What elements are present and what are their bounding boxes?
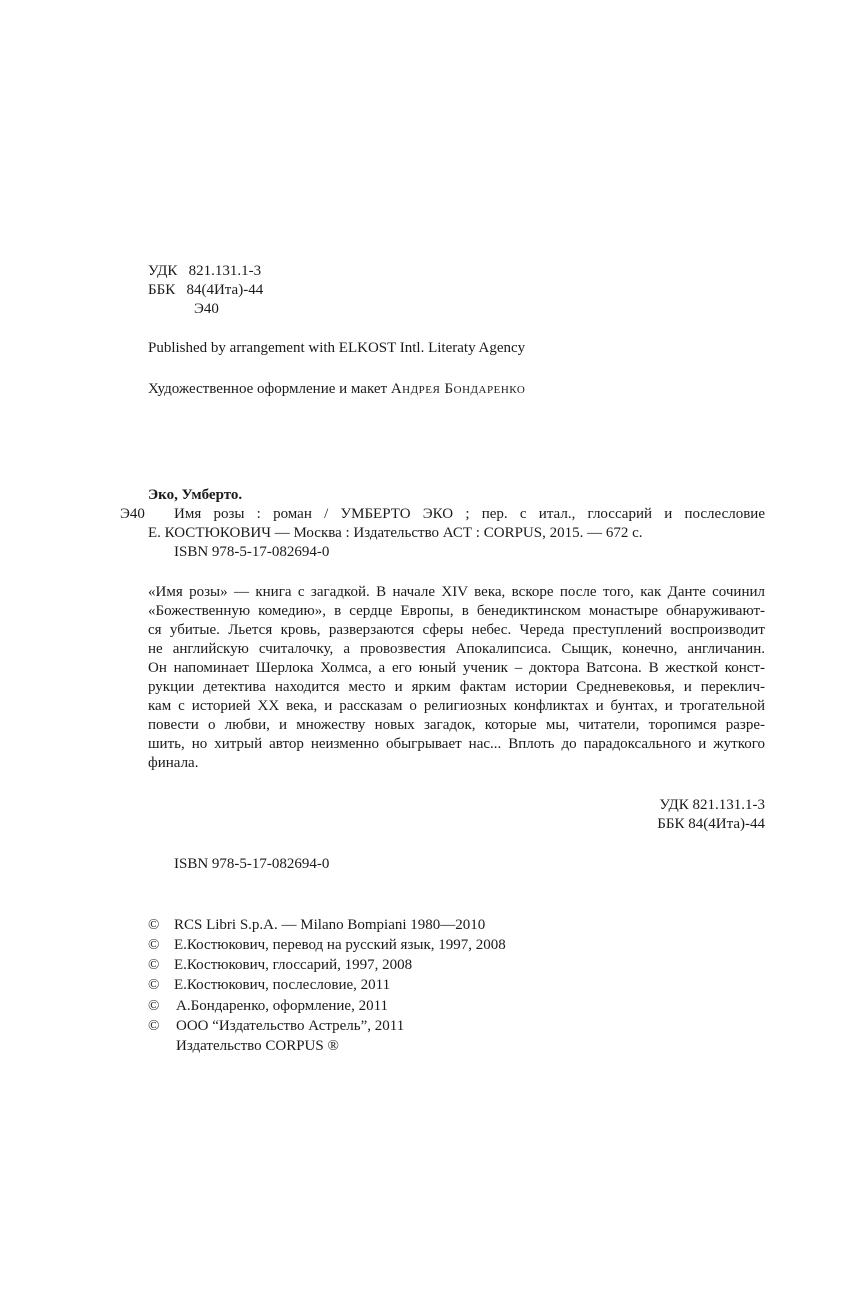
copyright-symbol: ©	[148, 998, 160, 1014]
copyright-line: ООО “Издательство Астрель”, 2011	[176, 1018, 405, 1034]
copyright-line: Е.Костюкович, перевод на русский язык, 1997, 2008	[174, 937, 506, 953]
annotation-line: «Божественную комедию», в сердце Европы, в бенедиктинском монастыре обнаруживают-	[148, 603, 765, 619]
design-credit-name: Андрея Бондаренко	[390, 381, 526, 397]
arrangement-note: Published by arrangement with ELKOST Intl. Literaty Agency	[148, 340, 526, 356]
annotation-line: «Имя розы» — книга с загадкой. В начале XIV века, вскоре после того, как Данте сочинил	[148, 584, 765, 600]
copyright-line: RCS Libri S.p.A. — Milano Bompiani 1980—2010	[174, 917, 486, 933]
annotation-line: повести о любви, и множеству новых загадок, которые мы, читатели, торопимся разре-	[148, 717, 765, 733]
copyright-symbol: ©	[148, 1018, 160, 1034]
publisher-line: Издательство CORPUS ®	[176, 1038, 339, 1054]
annotation-line: не английскую считалочку, а провозвестия Апокалипсиса. Сыщик, конечно, англичанин.	[148, 641, 765, 657]
annotation-line: кам с историей XX века, и рассказам о религиозных конфликтах и бунтах, и трогательной	[148, 698, 765, 714]
catalog-author: Эко, Умберто.	[148, 487, 243, 503]
catalog-mark: Э40	[120, 506, 145, 522]
bbk-code: ББК 84(4Ита)-44	[148, 282, 264, 298]
annotation-line: ся убитые. Льется кровь, разверзаются сферы небес. Череда преступлений воспроизводит	[148, 622, 765, 638]
catalog-imprint-line: Е. КОСТЮКОВИЧ — Москва : Издательство АСТ : CORPUS, 2015. — 672 с.	[148, 525, 643, 541]
copyright-line: Е.Костюкович, глоссарий, 1997, 2008	[174, 957, 413, 973]
copyright-symbol: ©	[148, 977, 160, 993]
copyright-symbol: ©	[148, 917, 160, 933]
annotation-line: финала.	[148, 755, 199, 771]
copyright-line: А.Бондаренко, оформление, 2011	[176, 998, 389, 1014]
annotation-line: шить, но хитрый автор неизменно обыгрывает нас... Вплоть до парадоксального и жуткого	[148, 736, 765, 752]
author-mark: Э40	[194, 301, 219, 317]
annotation-line: Он напоминает Шерлока Холмса, а его юный ученик – доктора Ватсона. В жесткой конст-	[148, 660, 765, 676]
design-credit-prefix: Художественное оформление и макет	[148, 381, 388, 397]
copyright-line: Е.Костюкович, послесловие, 2011	[174, 977, 391, 993]
copyright-symbol: ©	[148, 957, 160, 973]
design-credit	[148, 380, 525, 399]
catalog-title-line: Имя розы : роман / УМБЕРТО ЭКО ; пер. с итал., глоссарий и послесловие	[174, 506, 765, 522]
copyright-symbol: ©	[148, 937, 160, 953]
annotation	[148, 583, 765, 773]
isbn: ISBN 978-5-17-082694-0	[174, 856, 330, 872]
right-udk: УДК 821.131.1-3	[659, 797, 765, 813]
right-bbk: ББК 84(4Ита)-44	[657, 816, 765, 832]
udk-code: УДК 821.131.1-3	[148, 263, 262, 279]
annotation-line: рукции детектива находится место и ярким фактам истории Средневековья, и переклич-	[148, 679, 765, 695]
catalog-isbn: ISBN 978-5-17-082694-0	[174, 544, 330, 560]
